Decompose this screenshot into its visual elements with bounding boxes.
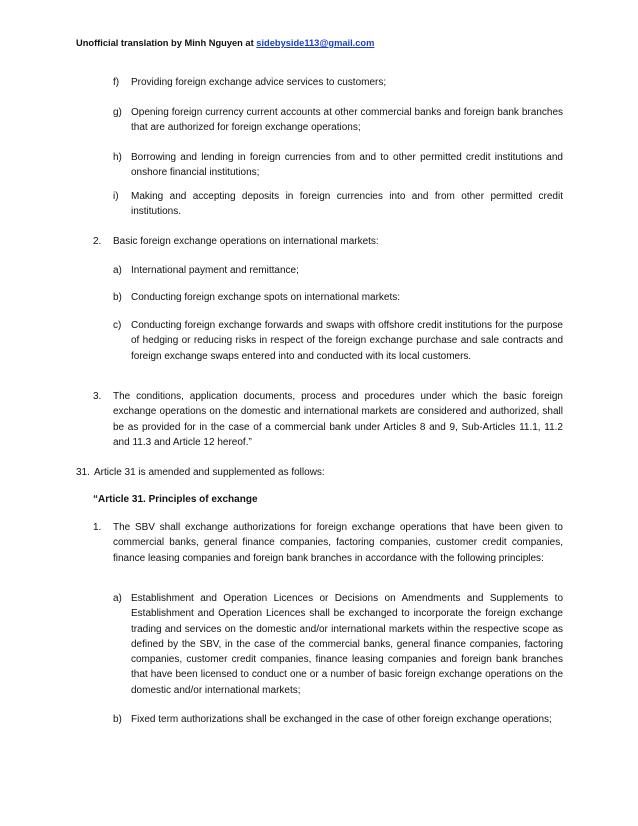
section-number: 3. [93, 391, 102, 402]
page-header [76, 37, 374, 50]
list-item: International payment and remittance; [131, 265, 299, 276]
list-item: Conducting foreign exchange forwards and swaps with offshore credit institutions for the purpose of hedging or reducing risks in respect of the foreign exchange purchase and sale contracts and foreign exchange swaps entered into and conducted with its local customers. [131, 320, 563, 362]
list-marker: b) [113, 714, 122, 725]
section-text: The SBV shall exchange authorizations for foreign exchange operations that have been given to commercial banks, general finance companies, factoring companies, customer credit companies, finance leasing companies and foreign bank branches in accordance with the following principles: [113, 522, 563, 564]
list-marker: f) [113, 77, 120, 88]
list-marker: b) [113, 292, 122, 303]
list-marker: g) [113, 107, 122, 118]
list-marker: h) [113, 152, 122, 163]
list-item: Establishment and Operation Licences or Decisions on Amendments and Supplements to Establishment and Operation Licences shall be exchanged to incorporate the foreign exchange trading and services on the domestic and/or international markets within the respective scope as defined by the SBV, in the case of the commercial banks, general finance companies, factoring companies, customer credit companies, finance leasing companies and foreign bank branches that have been licensed to conduct one or a number of basic foreign exchange operations on the domestic and/or international markets; [131, 593, 563, 696]
article-amend-text: Article 31 is amended and supplemented as follows: [94, 467, 325, 478]
list-marker: c) [113, 320, 122, 331]
list-item: Providing foreign exchange advice services to customers; [131, 77, 387, 88]
list-marker: i) [113, 191, 119, 202]
section-text: Basic foreign exchange operations on international markets: [113, 236, 379, 247]
article-heading: “Article 31. Principles of exchange [93, 494, 258, 505]
list-item: Fixed term authorizations shall be exchanged in the case of other foreign exchange operations; [131, 714, 552, 725]
section-number: 1. [93, 522, 102, 533]
list-marker: a) [113, 265, 122, 276]
list-item: Opening foreign currency current accounts at other commercial banks and foreign bank branches that are authorized for foreign exchange operations; [131, 107, 563, 134]
email-link[interactable]: sidebyside113@gmail.com [256, 38, 375, 48]
header-credit: Unofficial translation by Minh Nguyen at [76, 38, 257, 48]
list-item: Conducting foreign exchange spots on international markets: [131, 292, 401, 303]
section-number: 2. [93, 236, 102, 247]
article-number: 31. [76, 467, 90, 478]
list-item: Making and accepting deposits in foreign currencies into and from other permitted credit institutions. [131, 191, 563, 218]
list-item: Borrowing and lending in foreign currencies from and to other permitted credit institutions and onshore financial institutions; [131, 152, 563, 179]
section-text: The conditions, application documents, process and procedures under which the basic foreign exchange operations on the domestic and international markets are considered and authorized, shall be as provided for in the case of a commercial bank under Articles 8 and 9, Sub-Articles 11.1, 11.2 and 11.3 and Article 12 hereof.” [113, 391, 563, 448]
list-marker: a) [113, 593, 122, 604]
